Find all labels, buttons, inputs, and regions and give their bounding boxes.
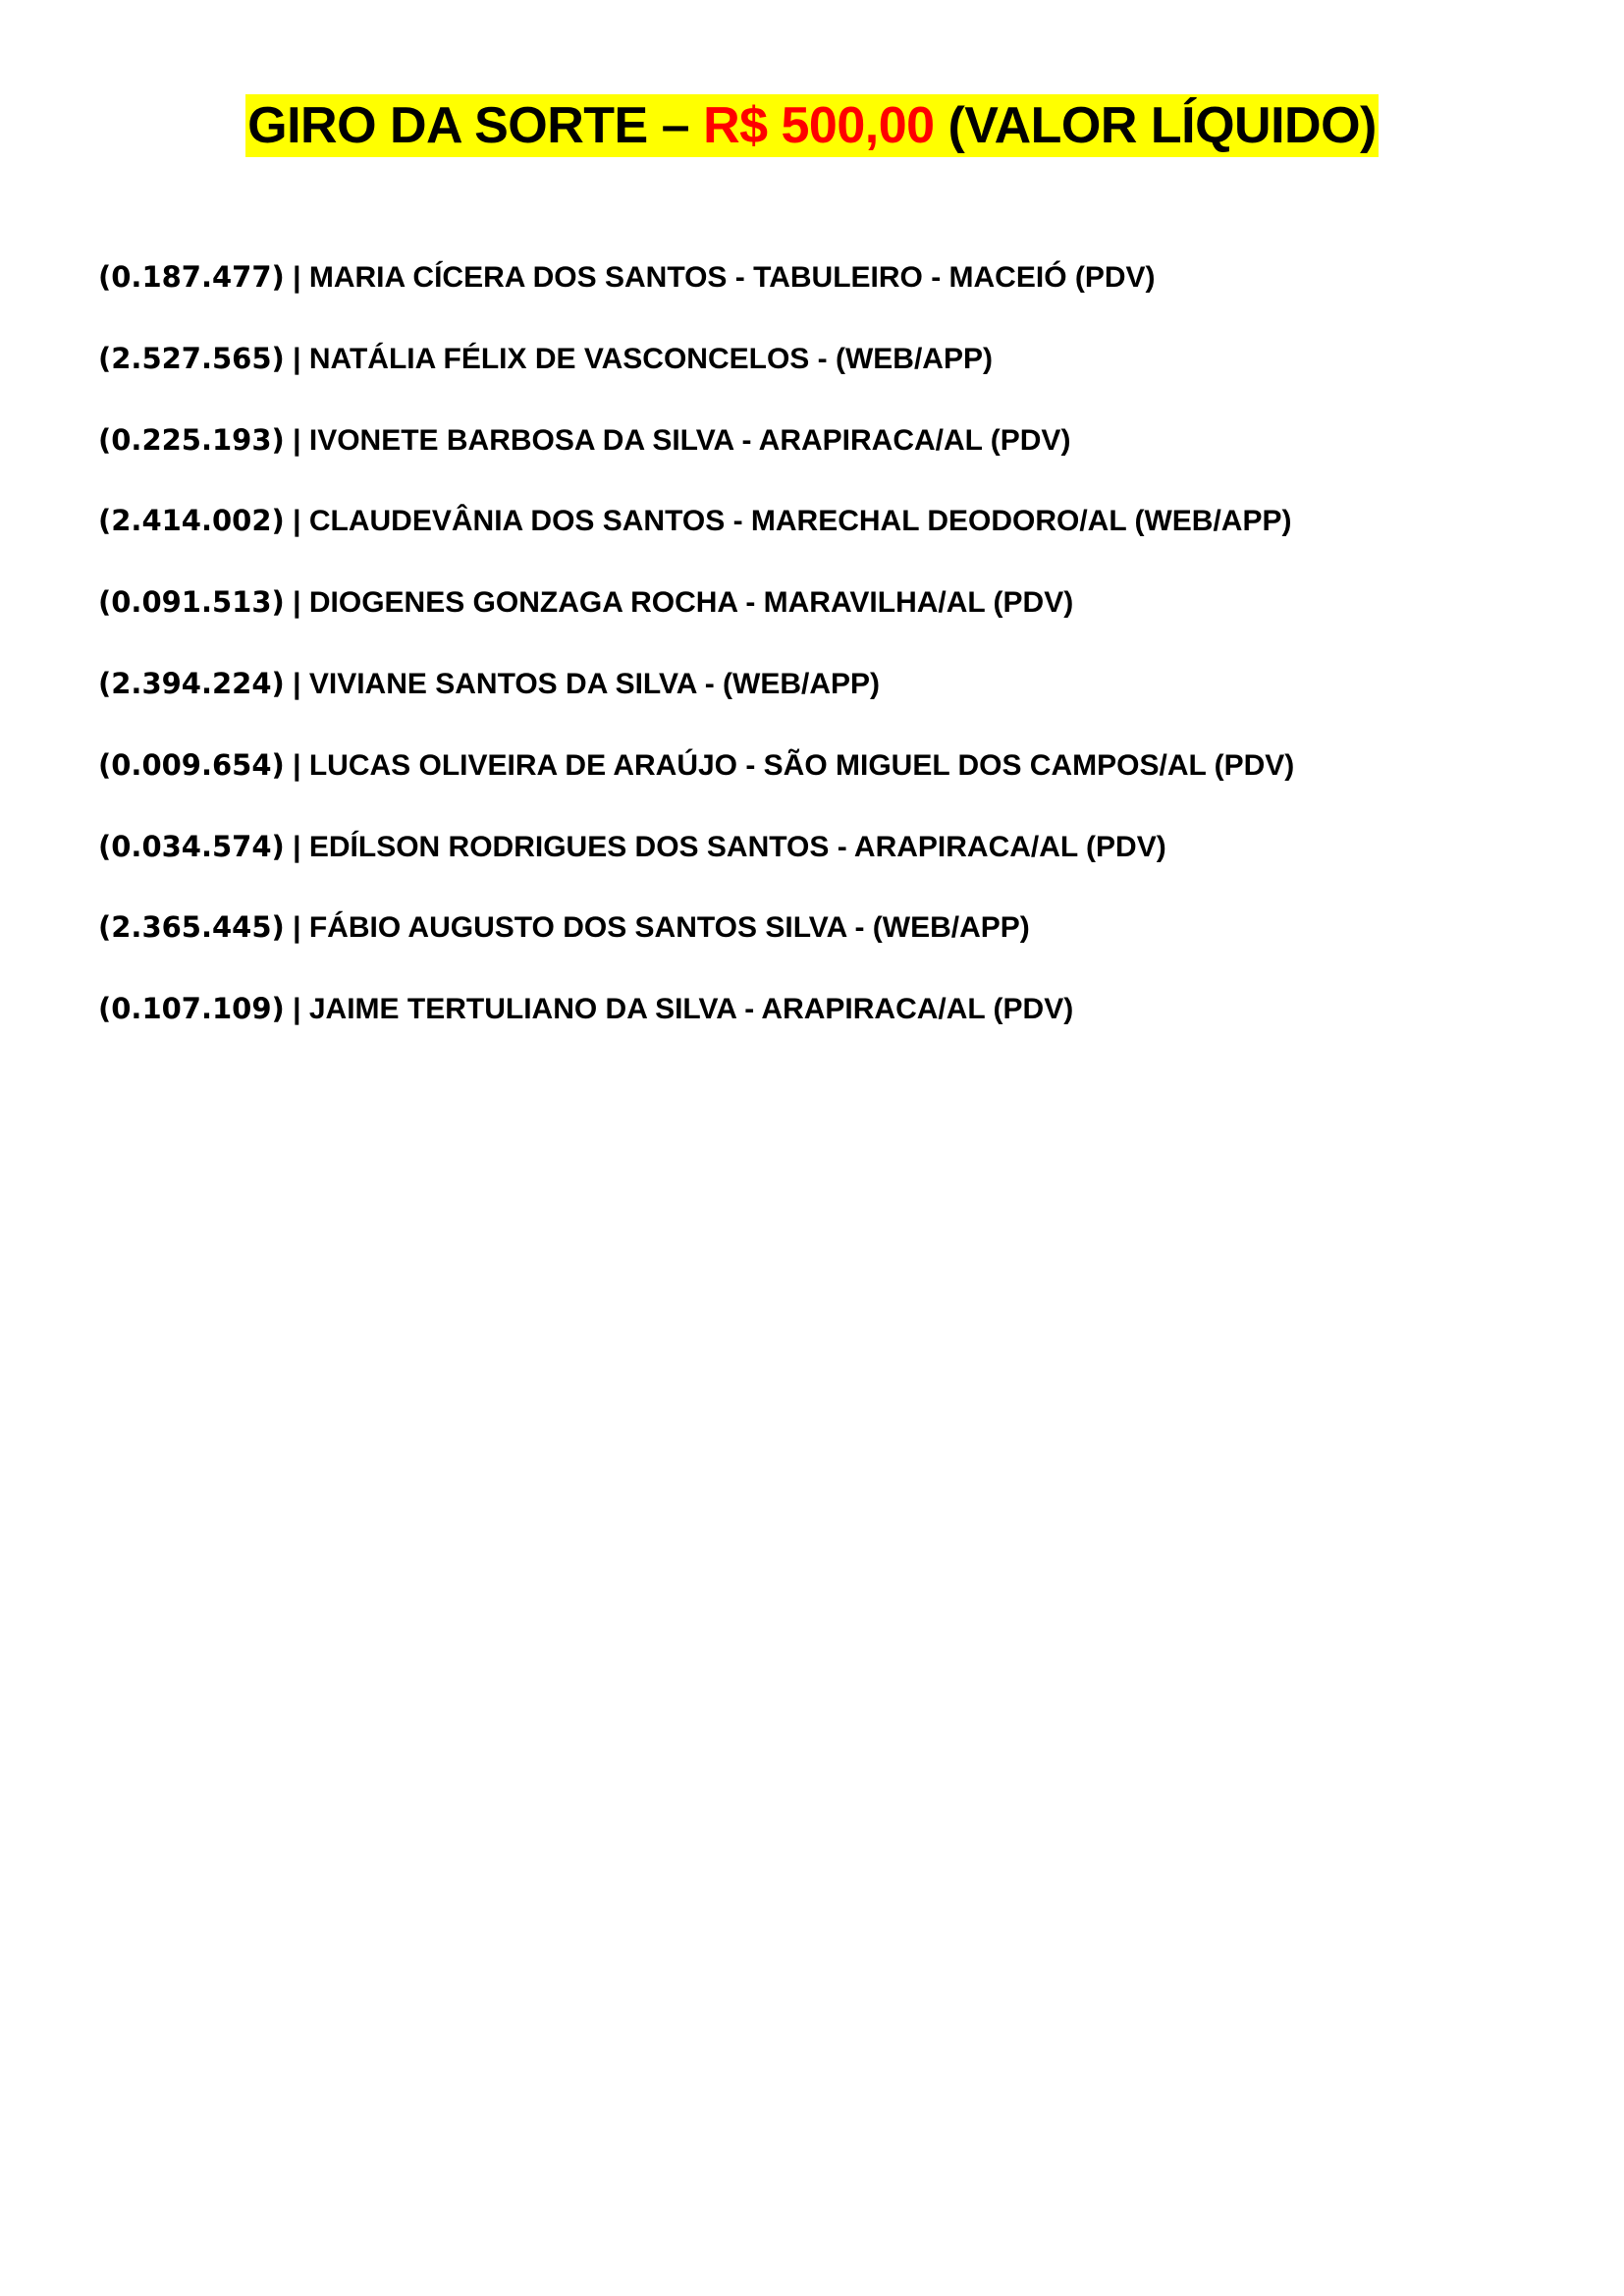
list-item bbox=[98, 741, 1571, 823]
ticket-code: (0.225.193) bbox=[98, 422, 285, 457]
winner-details: | MARIA CÍCERA DOS SANTOS - TABULEIRO - MACEIÓ (PDV) bbox=[284, 261, 1156, 294]
ticket-code: (0.009.654) bbox=[98, 747, 285, 782]
list-item bbox=[98, 253, 1571, 335]
title-prefix: GIRO DA SORTE – bbox=[247, 97, 704, 154]
winner-details: | VIVIANE SANTOS DA SILVA - (WEB/APP) bbox=[284, 667, 881, 700]
ticket-code: (0.187.477) bbox=[98, 260, 285, 294]
winner-details: | CLAUDEVÂNIA DOS SANTOS - MARECHAL DEODORO/AL (WEB/APP) bbox=[284, 505, 1292, 538]
list-item bbox=[98, 985, 1571, 1066]
winner-details: | IVONETE BARBOSA DA SILVA - ARAPIRACA/AL (PDV) bbox=[284, 423, 1071, 457]
winner-details: | LUCAS OLIVEIRA DE ARAÚJO - SÃO MIGUEL DOS CAMPOS/AL (PDV) bbox=[284, 748, 1295, 782]
ticket-code: (2.365.445) bbox=[98, 910, 285, 945]
winners-list bbox=[98, 253, 1571, 1066]
winner-details: | DIOGENES GONZAGA ROCHA - MARAVILHA/AL (PDV) bbox=[284, 586, 1074, 620]
winner-details: | JAIME TERTULIANO DA SILVA - ARAPIRACA/AL (PDV) bbox=[284, 993, 1074, 1026]
ticket-code: (2.414.002) bbox=[98, 504, 285, 538]
winner-details: | EDÍLSON RODRIGUES DOS SANTOS - ARAPIRACA/AL (PDV) bbox=[284, 830, 1166, 863]
list-item bbox=[98, 335, 1571, 416]
list-item bbox=[98, 823, 1571, 904]
list-item bbox=[98, 903, 1571, 985]
list-item bbox=[98, 416, 1571, 498]
winner-details: | NATÁLIA FÉLIX DE VASCONCELOS - (WEB/APP) bbox=[284, 342, 993, 375]
title-amount: R$ 500,00 bbox=[703, 97, 935, 154]
list-item bbox=[98, 660, 1571, 741]
ticket-code: (0.091.513) bbox=[98, 585, 285, 620]
ticket-code: (0.107.109) bbox=[98, 992, 285, 1026]
ticket-code: (2.527.565) bbox=[98, 341, 285, 375]
list-item bbox=[98, 497, 1571, 578]
title-suffix: (VALOR LÍQUIDO) bbox=[934, 97, 1377, 154]
title-container bbox=[0, 94, 1624, 157]
page-title bbox=[245, 94, 1379, 157]
winner-details: | FÁBIO AUGUSTO DOS SANTOS SILVA - (WEB/APP) bbox=[284, 911, 1030, 945]
list-item bbox=[98, 578, 1571, 660]
ticket-code: (2.394.224) bbox=[98, 666, 285, 700]
ticket-code: (0.034.574) bbox=[98, 829, 285, 863]
